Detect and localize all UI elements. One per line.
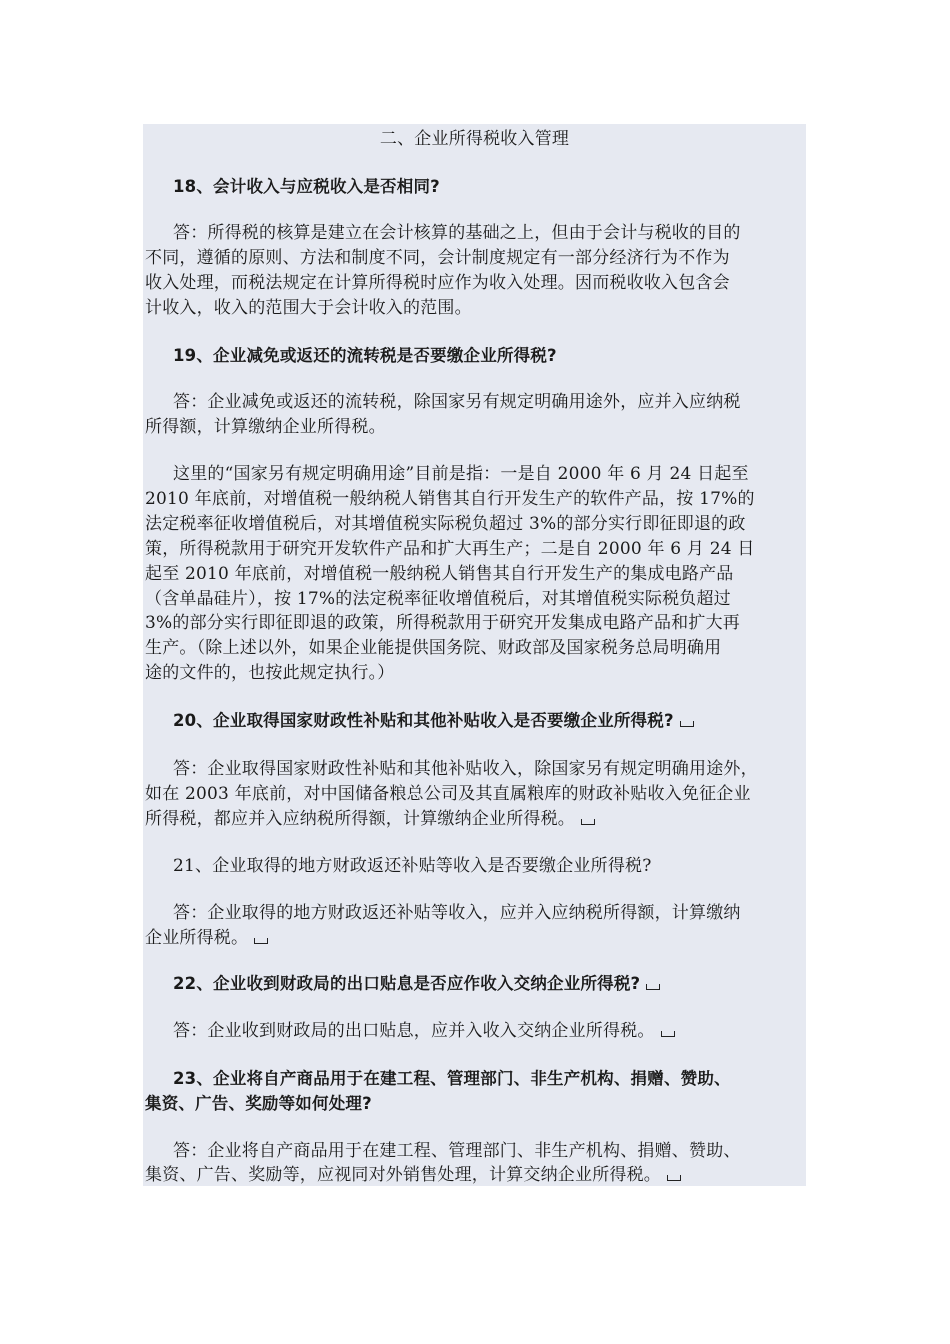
return-mark-icon: [661, 1031, 675, 1037]
note-19-line: 起至 2010 年底前，对增值税一般纳税人销售其自行开发生产的集成电路产品: [145, 564, 734, 584]
question-20-row: [145, 709, 843, 733]
question-23-line: 集资、广告、奖励等如何处理?: [145, 1094, 372, 1113]
answer-23-line: 集资、广告、奖励等，应视同对外销售处理，计算交纳企业所得税。: [145, 1165, 661, 1185]
return-mark-icon: [667, 1175, 681, 1181]
question-19: 19、企业减免或返还的流转税是否要缴企业所得税?: [173, 346, 557, 365]
answer-22-line: 答：企业收到财政局的出口贴息，应并入收入交纳企业所得税。: [173, 1021, 655, 1041]
question-18: 18、会计收入与应税收入是否相同?: [173, 177, 440, 196]
answer-20-line: 如在 2003 年底前，对中国储备粮总公司及其直属粮库的财政补贴收入免征企业: [145, 784, 751, 804]
section-title: 二、企业所得税收入管理: [379, 129, 570, 149]
note-19-line: 2010 年底前，对增值税一般纳税人销售其自行开发生产的软件产品，按 17%的: [145, 489, 755, 509]
question-23-line: 23、企业将自产商品用于在建工程、管理部门、非生产机构、捐赠、赞助、: [173, 1069, 731, 1088]
return-mark-icon: [581, 819, 595, 825]
question-21: 21、企业取得的地方财政返还补贴等收入是否要缴企业所得税?: [173, 856, 652, 876]
answer-19-line: 所得额，计算缴纳企业所得税。: [145, 417, 386, 437]
return-mark-icon: [680, 721, 694, 727]
question-20: 20、企业取得国家财政性补贴和其他补贴收入是否要缴企业所得税?: [173, 711, 674, 730]
note-19-line: （含单晶硅片），按 17%的法定税率征收增值税后，对其增值税实际税负超过: [145, 589, 731, 609]
answer-19-line: 答：企业减免或返还的流转税，除国家另有规定明确用途外，应并入应纳税: [173, 392, 741, 412]
note-19-line: 这里的“国家另有规定明确用途”目前是指：一是自 2000 年 6 月 24 日起至: [173, 464, 749, 484]
return-mark-icon: [646, 984, 660, 990]
answer-21-last-row: [145, 926, 815, 950]
answer-18-line: 答：所得税的核算是建立在会计核算的基础之上，但由于会计与税收的目的: [173, 223, 741, 243]
answer-22-row: [145, 1019, 843, 1043]
note-19-line: 策，所得税款用于研究开发软件产品和扩大再生产；二是自 2000 年 6 月 24 日: [145, 539, 755, 559]
return-mark-icon: [254, 938, 268, 944]
note-19-line: 途的文件的，也按此规定执行。）: [145, 663, 395, 683]
answer-18-line: 不同，遵循的原则、方法和制度不同，会计制度规定有一部分经济行为不作为: [145, 248, 730, 268]
answer-21-line: 答：企业取得的地方财政返还补贴等收入，应并入应纳税所得额，计算缴纳: [173, 903, 741, 923]
answer-21-line: 企业所得税。: [145, 928, 249, 948]
question-22: 22、企业收到财政局的出口贴息是否应作收入交纳企业所得税?: [173, 974, 641, 993]
answer-23-last-row: [145, 1163, 815, 1187]
note-19-line: 生产。（除上述以外，如果企业能提供国务院、财政部及国家税务总局明确用: [145, 638, 722, 658]
note-19-line: 3%的部分实行即征即退的政策，所得税款用于研究开发集成电路产品和扩大再: [145, 613, 740, 633]
answer-20-line: 答：企业取得国家财政性补贴和其他补贴收入，除国家另有规定明确用途外，: [173, 759, 758, 779]
answer-20-line: 所得税，都应并入应纳税所得额，计算缴纳企业所得税。: [145, 809, 575, 829]
answer-18-line: 计收入，收入的范围大于会计收入的范围。: [145, 298, 472, 318]
answer-23-line: 答：企业将自产商品用于在建工程、管理部门、非生产机构、捐赠、赞助、: [173, 1141, 741, 1161]
answer-18-line: 收入处理，而税法规定在计算所得税时应作为收入处理。因而税收收入包含会: [145, 273, 730, 293]
note-19-line: 法定税率征收增值税后，对其增值税实际税负超过 3%的部分实行即征即退的政: [145, 514, 746, 534]
question-22-row: [145, 972, 843, 996]
answer-20-last-row: [145, 807, 815, 831]
